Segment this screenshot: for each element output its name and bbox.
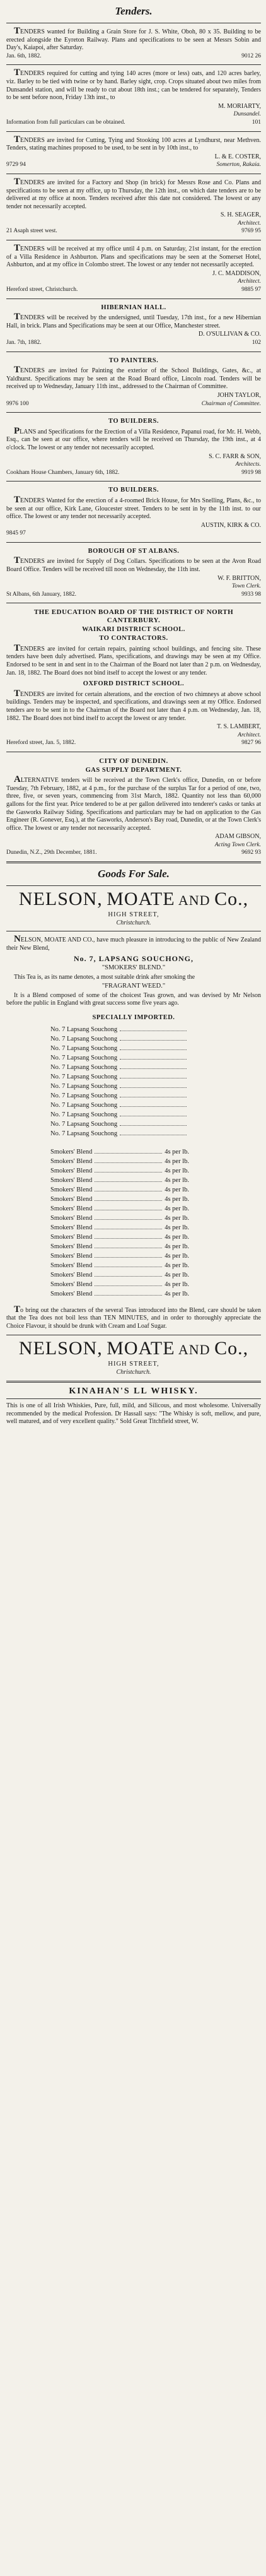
firm-name-part: Co., [214, 1338, 249, 1359]
tender-heading: CITY OF DUNEDIN. [99, 757, 168, 765]
tender-date: Jan. 7th, 1882. [6, 340, 42, 346]
tender-body: TENDERS required for cutting and tying 140 acres (more or less) oats, and 120 acres barley, viz. Barley to be tied with twine or by hand. Barley sight, crop. Crops situated about two miles from Dunsandel station, and will be ready to cut about 18th inst.; can be tendered for separately, Tenders to be sent before noon, Friday 13th inst., to [6, 68, 261, 102]
leader-dots [95, 1162, 162, 1163]
blend-body: It is a Blend composed of some of the choicest Teas grown, and was devised by Mr Nelson before the public in England with great success some five years ago. [6, 991, 261, 1007]
tender-ref: 9769 95 [241, 228, 261, 235]
price-row [50, 1053, 189, 1063]
tender-role: Architect. [238, 220, 261, 227]
tender-body: TENDERS are invited for Cutting, Tying and Stooking 100 acres at Lyndhurst, near Methven. Tenders, stating machines proposed to be used, to be sent in by 10th inst., to [6, 134, 261, 152]
firm-street: HIGH STREET, [108, 911, 159, 919]
price-item: Smokers' Blend [50, 1280, 93, 1288]
price-item: No. 7 Lapsang Souchong [50, 1035, 118, 1043]
firm-city: Christchurch. [116, 919, 151, 926]
firm-name-part: AND [178, 892, 211, 909]
tender-ref: 102 [252, 340, 261, 346]
tender-address: Cookham House Chambers, January 6th, 1882. [6, 469, 120, 476]
smokers-list [6, 1147, 261, 1299]
tender-signature: ADAM GIBSON, [215, 833, 261, 841]
imported-title: SPECIALLY IMPORTED. [92, 1014, 175, 1021]
tender-ref: 9692 93 [241, 849, 261, 856]
divider [6, 298, 261, 299]
tender-ad [6, 416, 261, 478]
price-row [50, 1204, 189, 1214]
tender-body: TENDERS are invited for certain repairs, painting school buildings, and fencing site. These tenders have been duly advertised. Plans, specifications, and drawings may be seen at my Office. Endorsed to be sent in and sent in to the Chairman of the Board not later than 2 p.m. on Wednesday, Jan. 18, 1882. The Board does not bind itself to accept the lowest or any tender. [6, 642, 261, 676]
tender-ref: 101 [252, 119, 261, 126]
tender-ad [6, 27, 261, 61]
tender-footer [6, 591, 261, 599]
tender-address: Dunedin, N.Z., 29th December, 1881. [6, 849, 97, 856]
tender-footer [6, 469, 261, 477]
firm-name-part: Co., [214, 889, 249, 910]
tender-footer [6, 400, 261, 408]
tender-footer [6, 227, 261, 235]
price-value: 4s per lb. [165, 1233, 189, 1241]
price-row [50, 1072, 189, 1082]
price-row [50, 1195, 189, 1204]
price-value: 4s per lb. [165, 1261, 189, 1269]
tender-ad [6, 485, 261, 539]
tender-ad [6, 177, 261, 237]
firm-name-part: MOATE [107, 1338, 175, 1359]
price-item: Smokers' Blend [50, 1290, 93, 1297]
price-value: 4s per lb. [165, 1157, 189, 1165]
leader-dots [120, 1125, 187, 1126]
tender-heading: TO BUILDERS. [108, 487, 159, 494]
leader-dots [95, 1172, 162, 1173]
list-spacer [6, 1138, 261, 1147]
tender-ad [6, 755, 261, 858]
price-row [50, 1034, 189, 1044]
firm-name-part: AND [178, 1342, 211, 1358]
tender-signature: AUSTIN, KIRK & CO. [200, 521, 261, 529]
tender-role: Architect. [238, 731, 261, 738]
price-item: Smokers' Blend [50, 1271, 93, 1279]
tender-subheading: GAS SUPPLY DEPARTMENT. [85, 766, 182, 774]
leader-dots [120, 1087, 187, 1088]
price-item: No. 7 Lapsang Souchong [50, 1082, 118, 1090]
divider [6, 481, 261, 482]
tender-signature: D. O'SULLIVAN & CO. [198, 331, 261, 338]
price-row [50, 1120, 189, 1129]
price-item: Smokers' Blend [50, 1176, 93, 1184]
tender-signature: L. & E. COSTER, [214, 153, 261, 160]
price-value: 4s per lb. [165, 1195, 189, 1203]
price-item: No. 7 Lapsang Souchong [50, 1054, 118, 1061]
tender-body: TENDERS are invited for Supply of Dog Collars. Specifications to be seen at the Avon Road Board Office. Tenders will be received till noon on Wednesday, the 11th inst. [6, 555, 261, 574]
price-item: Smokers' Blend [50, 1243, 93, 1250]
price-value: 4s per lb. [165, 1224, 189, 1231]
price-row [50, 1110, 189, 1120]
price-item: Smokers' Blend [50, 1186, 93, 1193]
tender-footer [6, 119, 261, 127]
leader-dots [95, 1219, 162, 1220]
price-row [50, 1147, 189, 1157]
tender-body: PLANS and Specifications for the Erection of a Villa Residence, Papanui road, for Mr. H. Webb, Esq., can be seen at our office, where tenders will be received on Thursday, the 19th inst., at 4 o'clock. The lowest or any tender not necessarily accepted. [6, 425, 261, 451]
price-row [50, 1223, 189, 1232]
goods-ad [6, 935, 261, 1009]
price-item: Smokers' Blend [50, 1195, 93, 1203]
leader-dots [95, 1181, 162, 1182]
leader-dots [95, 1200, 162, 1201]
tender-role: Architect. [238, 278, 261, 285]
tender-body: TENDERS will be received by the undersigned, until Tuesday, 17th inst., for a new Hibernian Hall, in brick. Plans and Specifications may be seen at our Office, Manchester street. [6, 312, 261, 329]
tender-body: TENDERS will be received at my office until 4 p.m. on Saturday, 21st instant, for the erection of a Villa Residence in Ashburton. Plans and specifications may be seen at the Somerset Hotel, Ashburton, and at my office in Colombo street. The lowest or any tender not necessarily accepted. [6, 243, 261, 269]
price-row [50, 1185, 189, 1195]
closing-text: To bring out the characters of the several Teas introduced into the Blend, care should be taken that the Tea does not boil less than TEN MINUTES, and in order to thoroughly appreciate the Choice Flavour, it should be drunk with Cream and Loaf Sugar. [6, 1304, 261, 1330]
price-row [50, 1025, 189, 1034]
firm-city: Christchurch. [116, 1368, 151, 1376]
tender-ad [6, 355, 261, 410]
price-value: 4s per lb. [165, 1167, 189, 1174]
tender-footer [6, 849, 261, 857]
price-row [50, 1270, 189, 1280]
firm-name-part: NELSON, [18, 1338, 103, 1359]
price-item: No. 7 Lapsang Souchong [50, 1092, 118, 1099]
tender-ref: 9885 97 [241, 287, 261, 293]
price-row [50, 1129, 189, 1138]
divider [6, 1398, 261, 1399]
tender-ad [6, 244, 261, 295]
firm-name-footer [6, 1339, 261, 1359]
blend-name: No. 7, LAPSANG SOUCHONG, [73, 954, 194, 964]
price-row [50, 1176, 189, 1185]
tenders-section-title: Tenders. [115, 5, 153, 17]
price-row [50, 1251, 189, 1261]
tender-role: Acting Town Clerk. [214, 841, 261, 848]
price-row [50, 1082, 189, 1091]
divider [6, 412, 261, 413]
tender-ad [6, 68, 261, 127]
price-item: No. 7 Lapsang Souchong [50, 1063, 118, 1071]
leader-dots [95, 1257, 162, 1258]
price-value: 4s per lb. [165, 1205, 189, 1212]
tender-heading: TO PAINTERS. [108, 357, 159, 364]
leader-dots [120, 1059, 187, 1060]
tender-ad [6, 546, 261, 600]
firm-name-part: NELSON, [18, 889, 103, 910]
tender-ref: 9933 98 [241, 591, 261, 598]
price-value: 4s per lb. [165, 1214, 189, 1222]
price-value: 4s per lb. [165, 1271, 189, 1279]
kinahan-text: This is one of all Irish Whiskies, Pure, full, mild, and Silicous, and most wholesome. Universally recommended by the medical Profession. Dr Hassall says: "The Whisky is soft, mellow, and pure, well matured, and of very excellent quality." Sold Great Titchfield street, W. [6, 1402, 261, 1426]
price-item: No. 7 Lapsang Souchong [50, 1044, 118, 1052]
price-value: 4s per lb. [165, 1252, 189, 1260]
price-row [50, 1289, 189, 1299]
tender-place: Somerton, Rakaia. [216, 162, 261, 168]
price-item: Smokers' Blend [50, 1148, 93, 1155]
tender-info: Information from full particulars can be obtained. [6, 119, 125, 126]
price-value: 4s per lb. [165, 1280, 189, 1288]
price-value: 4s per lb. [165, 1290, 189, 1297]
price-row [50, 1280, 189, 1289]
price-row [50, 1166, 189, 1176]
tender-signature: T. S. LAMBERT, [217, 723, 261, 731]
imported-list [6, 1025, 261, 1138]
leader-dots [120, 1106, 187, 1107]
tender-ref: 9729 94 [6, 162, 26, 168]
tender-ad [6, 606, 261, 678]
kinahan-title: KINAHAN'S LL WHISKY. [69, 1386, 199, 1396]
tender-ref: 9845 97 [6, 530, 26, 537]
price-item: No. 7 Lapsang Souchong [50, 1101, 118, 1109]
price-row [50, 1063, 189, 1072]
price-item: No. 7 Lapsang Souchong [50, 1025, 118, 1033]
tender-footer [6, 529, 261, 538]
tender-date: Jan. 6th, 1882. [6, 52, 42, 59]
price-row [50, 1214, 189, 1223]
price-row [50, 1044, 189, 1053]
tender-footer [6, 161, 261, 169]
tender-footer [6, 339, 261, 347]
firm-name [6, 890, 261, 910]
price-value: 4s per lb. [165, 1148, 189, 1155]
price-row [50, 1101, 189, 1110]
tender-ref: 9827 96 [241, 740, 261, 747]
tender-signature: M. MORIARTY, [218, 102, 261, 110]
divider [6, 885, 261, 886]
price-item: No. 7 Lapsang Souchong [50, 1073, 118, 1080]
price-item: Smokers' Blend [50, 1233, 93, 1241]
tender-footer [6, 739, 261, 747]
tender-body: TENDERS Wanted for the erection of a 4-roomed Brick House, for Mrs Snelling, Plans, &c., to be seen at our office, Kirk Lane, Gloucester street. Tenders to be sent in by the 11th inst. to our office. The lowest or any tender not necessarily accepted. [6, 494, 261, 521]
leader-dots [95, 1285, 162, 1286]
tender-subheading: WAIKARI DISTRICT SCHOOL. [82, 625, 185, 633]
divider [6, 1381, 261, 1383]
tender-subheading: TO CONTRACTORS. [99, 635, 168, 642]
tender-signature: S. H. SEAGER, [220, 211, 261, 219]
tender-address: Hereford street, Christchurch. [6, 287, 78, 293]
tender-body: ALTERNATIVE tenders will be received at the Town Clerk's office, Dunedin, on or before Tuesday, 7th February, 1882, at 4 p.m., for the purchase of the surplus Tar for a period of one, two, three, five, or seven years, commencing from 31st March, 1882. Quantity not less than 60,000 gallons for the first year. Price tendered to be at per gallon delivered into tenderer's casks or tanks at the Gasworks Railway Siding. Specifications and particulars may be had on application to the Gas Engineer (R. Gonever, Esq.), at the Gasworks, Anderson's Bay road, Dunedin, or at the Town Clerk's office. The lowest or any tender not necessarily accepted. [6, 774, 261, 832]
price-item: Smokers' Blend [50, 1252, 93, 1260]
tender-heading: HIBERNIAN HALL. [101, 304, 166, 311]
price-row [50, 1157, 189, 1166]
tender-body: TENDERS are invited for Painting the exterior of the School Buildings, Gates, &c., at Yaldhurst. Specifications may be seen at the Road Board office, Lincoln road. Tenders will be received up to Wednesday, January 11th inst., addressed to the Chairman of Committee. [6, 365, 261, 391]
price-row [50, 1261, 189, 1270]
leader-dots [120, 1049, 187, 1050]
blend-description: This Tea is, as its name denotes, a most suitable drink after smoking the [14, 973, 195, 981]
tender-heading: BOROUGH OF ST ALBANS. [88, 547, 180, 555]
tender-ref: 9919 98 [241, 469, 261, 476]
price-row [50, 1091, 189, 1101]
leader-dots [95, 1295, 162, 1296]
tender-address: 21 Asaph street west. [6, 228, 57, 235]
price-value: 4s per lb. [165, 1176, 189, 1184]
goods-section-title: Goods For Sale. [98, 868, 170, 880]
tender-signature: W. F. BRITTON, [217, 574, 261, 582]
leader-dots [95, 1238, 162, 1239]
leader-dots [120, 1068, 187, 1069]
price-item: Smokers' Blend [50, 1261, 93, 1269]
tender-heading: OXFORD DISTRICT SCHOOL. [83, 680, 185, 688]
tender-place: Dunsandel. [233, 111, 261, 118]
tender-ad [6, 302, 261, 348]
tender-role: Architects. [235, 461, 261, 468]
tender-ad [6, 135, 261, 170]
divider [6, 861, 261, 863]
tender-ref: 9976 100 [6, 400, 29, 407]
leader-dots [95, 1153, 162, 1154]
price-row [50, 1232, 189, 1242]
price-item: Smokers' Blend [50, 1205, 93, 1212]
price-item: No. 7 Lapsang Souchong [50, 1120, 118, 1128]
tender-heading: TO BUILDERS. [108, 418, 159, 425]
tender-body: TENDERS are invited for certain alterations, and the erection of two chimneys at above school buildings. Tenders may be inspected, and specifications, and drawings seen at my Office. Endorsed tenders are to be sent in to the Chairman of the Board not later than 4 p.m. on Wednesday, Jan. 18, 1882. The Board does not bind itself to accept the lowest or any tender. [6, 688, 261, 722]
price-item: Smokers' Blend [50, 1167, 93, 1174]
leader-dots [120, 1040, 187, 1041]
price-item: Smokers' Blend [50, 1224, 93, 1231]
closing-ad [6, 1305, 261, 1332]
tender-body: TENDERS wanted for Building a Grain Store for J. S. White, Oboh, 80 x 35. Building to be erected alongside the Eyreton Railway. Plans and specifications to be seen at Messrs Sobin and Day's, Kaiapoi, after Saturday. [6, 26, 261, 52]
firm-street: HIGH STREET, [108, 1361, 159, 1368]
price-item: Smokers' Blend [50, 1157, 93, 1165]
leader-dots [95, 1276, 162, 1277]
divider [6, 64, 261, 65]
tender-address: St Albans, 6th January, 1882. [6, 591, 77, 598]
blend-fragrant: "FRAGRANT WEED." [101, 983, 166, 990]
tender-body: TENDERS are invited for a Factory and Shop (in brick) for Messrs Rose and Co. Plans and specifications to be seen at my office, up to Thursday, the 12th inst., on which date tenders are to be delivered at my office at noon. Tenders received after this date not considered. The lowest or any tender not necessarily accepted. [6, 176, 261, 210]
goods-intro: NELSON, MOATE AND CO., have much pleasure in introducing to the public of New Zealand their New Blend, [6, 934, 261, 952]
firm-name-part: MOATE [107, 889, 175, 910]
tender-signature: S. C. FARR & SON, [209, 452, 261, 460]
tender-role: Town Clerk. [231, 583, 261, 590]
price-item: No. 7 Lapsang Souchong [50, 1111, 118, 1118]
tender-signature: J. C. MADDISON, [212, 269, 261, 277]
blend-nickname: "SMOKERS' BLEND." [101, 964, 166, 972]
tender-ad [6, 678, 261, 748]
tender-footer [6, 286, 261, 294]
tender-heading: THE EDUCATION BOARD OF THE DISTRICT OF NORTH CANTERBURY. [33, 608, 234, 625]
tender-address: Hereford street, Jan. 5, 1882. [6, 740, 76, 747]
tender-ref: 9012 26 [241, 52, 261, 59]
tender-footer [6, 52, 261, 61]
divider [6, 542, 261, 543]
tender-signature: JOHN TAYLOR, [217, 391, 261, 399]
price-row [50, 1242, 189, 1251]
divider [6, 131, 261, 132]
price-value: 4s per lb. [165, 1186, 189, 1193]
tender-role: Chairman of Committee. [201, 400, 261, 407]
price-value: 4s per lb. [165, 1243, 189, 1250]
price-item: No. 7 Lapsang Souchong [50, 1130, 118, 1137]
price-item: Smokers' Blend [50, 1214, 93, 1222]
